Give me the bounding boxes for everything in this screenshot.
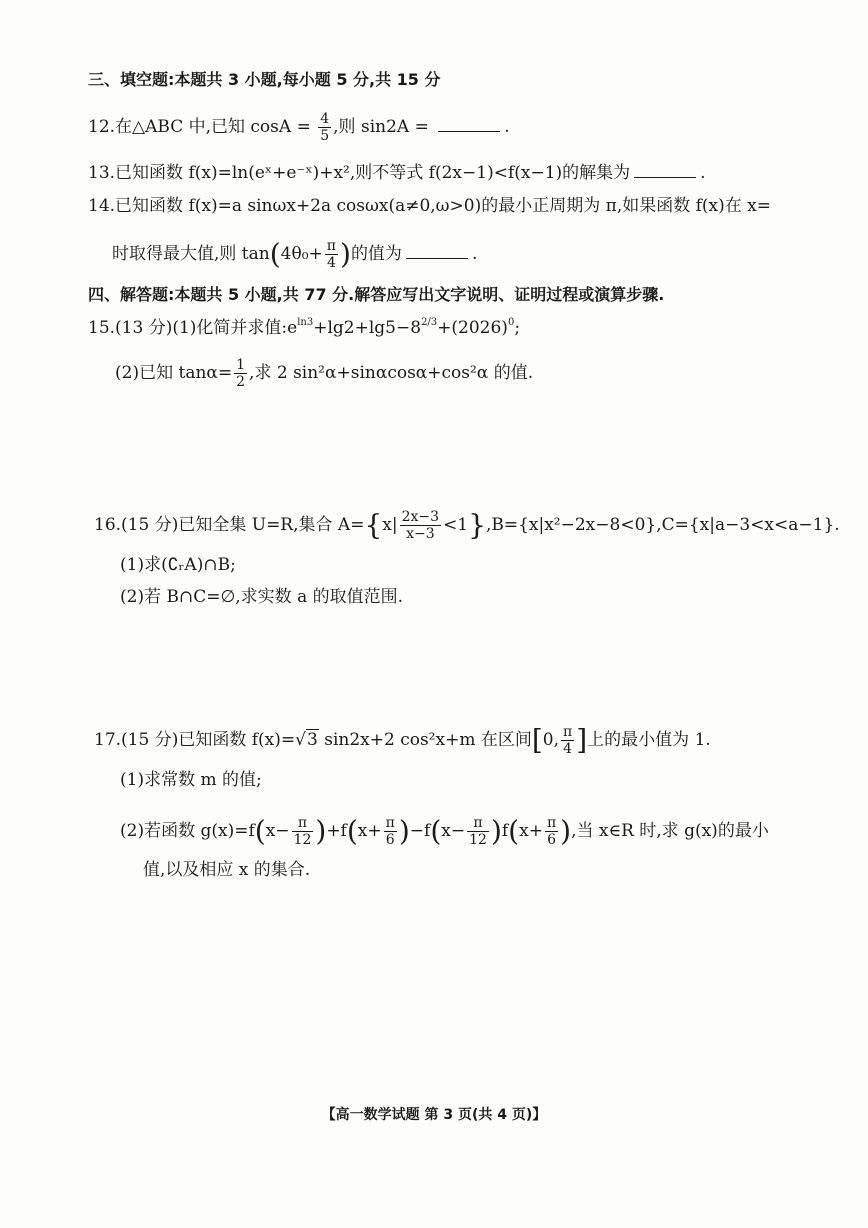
fraction: $\frac{2x-3}{x-3}$ xyxy=(401,509,440,542)
question-14-line2: 时取得最大值,则 tan(4θ₀+ $\frac{\pi}{4}$ )的值为 . xyxy=(112,237,478,271)
question-15-part2: (2)已知 tanα= $\frac{1}{2}$ ,求 2 sin²α+sinαcosα+cos²α 的值. xyxy=(115,357,534,390)
fraction: $\frac{4}{5}$ xyxy=(320,111,330,144)
question-12: 12.在△ABC 中,已知 cosA = $\frac{4}{5}$ ,则 sin2A = . xyxy=(88,111,510,144)
question-13: 13.已知函数 f(x)=ln(eˣ+e⁻ˣ)+x²,则不等式 f(2x−1)<f(x−1)的解集为 . xyxy=(88,163,706,183)
section-3-title: 三、填空题:本题共 3 小题,每小题 5 分,共 15 分 xyxy=(88,70,441,89)
question-16-sub1: (1)求(∁ᵣA)∩B; xyxy=(120,555,236,575)
question-16-sub2: (2)若 B∩C=∅,求实数 a 的取值范围. xyxy=(120,587,404,607)
question-17-sub2: (2)若函数 g(x)=f(x− $\frac{\pi}{12}$ )+f(x+ $\frac{\pi}{6}$ )−f(x− $\frac{\pi}{12}$ )f(x+ $\frac{\pi}{6}$ ),当 x∈R 时,求 g(x)的最小 xyxy=(120,814,769,848)
answer-blank xyxy=(438,117,500,132)
answer-blank xyxy=(634,163,696,178)
question-17: 17.(15 分)已知函数 f(x)=√3 sin2x+2 cos²x+m 在区间[0, $\frac{\pi}{4}$ ]上的最小值为 1. xyxy=(94,723,711,757)
question-17-sub2-line2: 值,以及相应 x 的集合. xyxy=(143,860,311,880)
fraction: $\frac{1}{2}$ xyxy=(236,357,246,390)
fraction: $\frac{\pi}{4}$ xyxy=(563,724,573,757)
answer-blank xyxy=(406,244,468,259)
question-15-part1: 15.(13 分)(1)化简并求值$:e^{ln3}+\lg 2+\lg 5-8^{2/3}+(2026)^0$; xyxy=(88,317,521,338)
section-4-title: 四、解答题:本题共 5 小题,共 77 分.解答应写出文字说明、证明过程或演算步骤. xyxy=(88,285,665,304)
page-footer: 【高一数学试题 第 3 页(共 4 页)】 xyxy=(321,1107,547,1123)
fraction: $\frac{\pi}{4}$ xyxy=(326,238,336,271)
question-14-line1: 14.已知函数 f(x)=a sinωx+2a cosωx(a≠0,ω>0)的最小正周期为 π,如果函数 f(x)在 x= xyxy=(88,196,772,216)
question-17-sub1: (1)求常数 m 的值; xyxy=(120,770,262,790)
question-16: 16.(15 分)已知全集 U=R,集合 A={x| $\frac{2x-3}{x-3}$ <1},B={x|x²−2x−8<0},C={x|a−3<x<a−1}. xyxy=(94,508,840,542)
